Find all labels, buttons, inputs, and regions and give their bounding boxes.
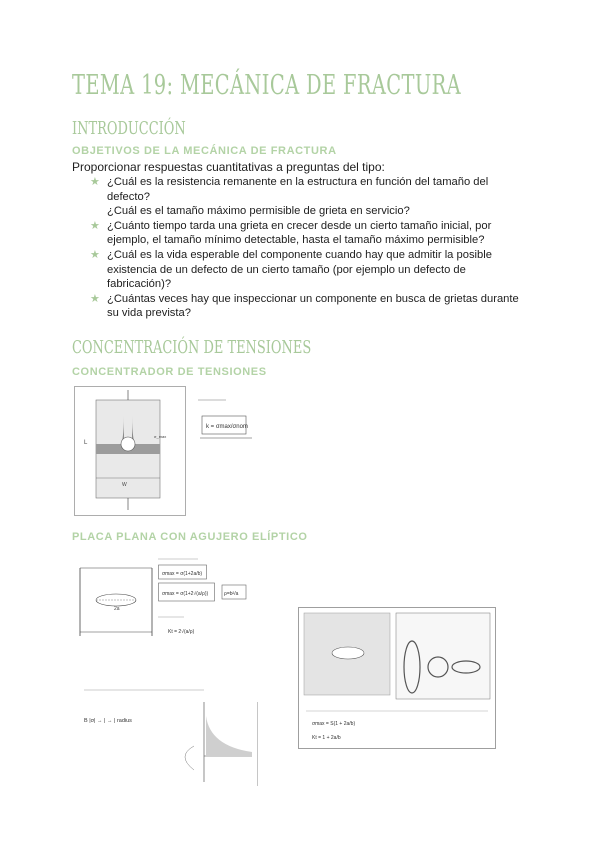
photoelastic-figure (298, 607, 496, 749)
svg-text:2a: 2a (114, 606, 120, 612)
svg-text:W: W (122, 482, 127, 488)
stress-factor-formula (196, 394, 256, 442)
elliptic-hole-plate-figure (74, 560, 158, 640)
svg-text:ρ=b²/a: ρ=b²/a (224, 591, 239, 597)
list-item: ★ ¿Cuántas veces hay que inspeccionar un componente en busca de grietas durante su vida prevista? (90, 292, 519, 320)
svg-text:σmax = σ(1+2a/b): σmax = σ(1+2a/b) (162, 571, 203, 577)
svg-text:L: L (84, 440, 88, 446)
svg-text:σmax = σ(1+2√(a/ρ)): σmax = σ(1+2√(a/ρ)) (162, 591, 209, 597)
elliptic-hole-formulas (158, 555, 248, 647)
star-bullet-icon: ★ (90, 219, 100, 232)
list-item: ★ ¿Cuál es la vida esperable del componente cuando hay que admitir la posible existencia de un defecto de un cierto tamaño (por ejemplo un defecto de fabricación)? (90, 248, 492, 291)
subheading-placa-plana: PLACA PLANA CON AGUJERO ELÍPTICO (72, 531, 308, 543)
intro-lead: Proporcionar respuestas cuantitativas a preguntas del tipo: (72, 160, 385, 174)
svg-text:B |σ| → | → | radius: B |σ| → | → | radius (84, 718, 132, 724)
stress-gradient-figure (84, 686, 258, 786)
list-item: ★ ¿Cuánto tiempo tarda una grieta en crecer desde un cierto tamaño inicial, por ejemplo, el tamaño mínimo detectable, hasta el tamaño máximo permisible? (90, 219, 492, 247)
subheading-objetivos: OBJETIVOS DE LA MECÁNICA DE FRACTURA (72, 145, 337, 157)
list-item: ★ ¿Cuál es la resistencia remanente en la estructura en función del tamaño del defecto? (90, 176, 489, 203)
stress-concentrator-figure (74, 386, 186, 516)
section-heading-introduccion: INTRODUCCIÓN (72, 118, 186, 139)
svg-text:σmax = S(1 + 2a/b): σmax = S(1 + 2a/b) (312, 721, 356, 727)
star-bullet-icon: ★ (90, 292, 100, 305)
svg-text:σ_max: σ_max (154, 434, 167, 439)
svg-text:Kt = 1 + 2a/b: Kt = 1 + 2a/b (312, 735, 341, 741)
star-bullet-icon: ★ (90, 176, 100, 188)
section-heading-concentracion: CONCENTRACIÓN DE TENSIONES (72, 337, 312, 358)
list-item: ¿Cuál es el tamaño máximo permisible de grieta en servicio? (107, 205, 410, 218)
svg-text:Kt = 2√(a/ρ): Kt = 2√(a/ρ) (168, 629, 195, 635)
star-bullet-icon: ★ (90, 248, 100, 261)
subheading-concentrador: CONCENTRADOR DE TENSIONES (72, 366, 267, 378)
page-title: TEMA 19: MECÁNICA DE FRACTURA (72, 70, 462, 101)
svg-text:k = σmax/σnom: k = σmax/σnom (206, 424, 248, 430)
questions-list (90, 175, 520, 321)
